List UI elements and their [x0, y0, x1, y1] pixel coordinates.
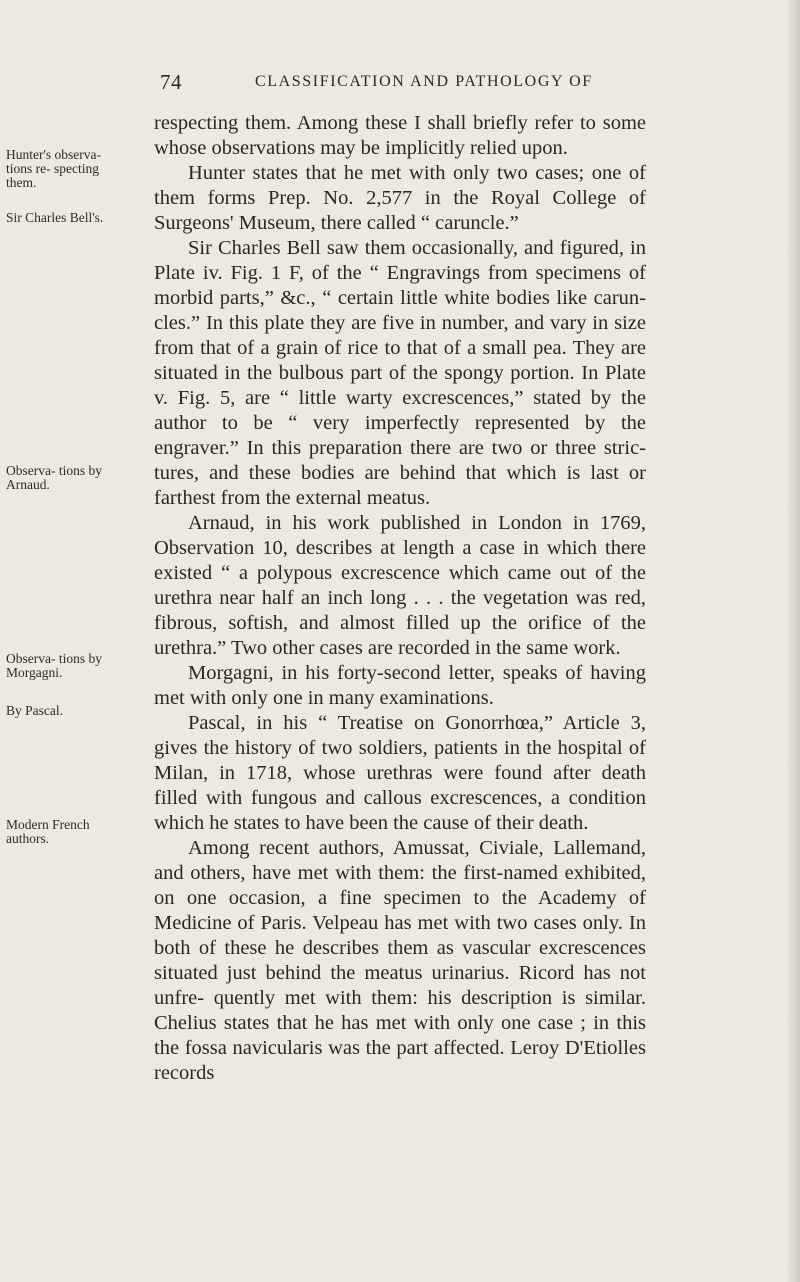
body-text [154, 111, 646, 1086]
margin-note-morgagni: Observa- tions by Morgagni. [6, 651, 102, 680]
running-title: CLASSIFICATION AND PATHOLOGY OF [255, 73, 593, 90]
margin-note-arnaud: Observa- tions by Arnaud. [6, 463, 102, 492]
page-edge-shadow [786, 0, 800, 1282]
paragraph-arnaud: Arnaud, in his work published in London in 1769, Observation 10, describes at length a case in which there existed “ a polypous excrescence which came out of the urethra near half an inch long . . . the vegetation was red, fibrous, softish, and almost filled up the orifice of the urethra.” Two other cases are recorded in the same work. [154, 512, 646, 659]
margin-note-hunter: Hunter's observa- tions re- specting them. [6, 147, 102, 190]
margin-note-modern-authors: Modern French authors. [6, 817, 90, 846]
paragraph-pascal: Pascal, in his “ Treatise on Gonorrhœa,” Article 3, gives the history of two soldiers, patients in the hospital of Milan, in 1718, whose urethras were found after death filled with fungous and callous excrescences, a condition which he states to have been the cause of their death. [154, 712, 646, 834]
page-number: 74 [160, 70, 182, 94]
margin-note-bell: Sir Charles Bell's. [6, 210, 104, 225]
paragraph-hunter: Hunter states that he met with only two cases; one of them forms Prep. No. 2,577 in the Royal College of Surgeons' Museum, there called “ caruncle.” [154, 162, 646, 234]
page-header [160, 70, 640, 100]
paragraph-morgagni: Morgagni, in his forty-second letter, speaks of having met with only one in many examinations. [154, 662, 646, 709]
paragraph-modern-authors: Among recent authors, Amussat, Civiale, Lallemand, and others, have met with them: the first-named exhibited, on one occasion, a fine specimen to the Academy of Medicine of Paris. Velpeau has met with two cases only. In both of these he describes them as vascular excrescences situated just behind the meatus urinarius. Ricord has not unfre- quently met with them: his description is similar. Chelius states that he has met with only one case ; in this the fossa navicularis was the part affected. Leroy D'Etiolles records [154, 837, 646, 1084]
paragraph-intro: respecting them. Among these I shall briefly refer to some whose observations may be implicitly relied upon. [154, 112, 646, 159]
margin-note-pascal: By Pascal. [6, 703, 63, 718]
paragraph-bell: Sir Charles Bell saw them occasionally, and figured, in Plate iv. Fig. 1 F, of the “ Engravings from specimens of morbid parts,” &c., “ certain little white bodies like carun- cles.” In this plate they are five in number, and vary in size from that of a grain of rice to that of a small pea. They are situated in the bulbous part of the spongy portion. In Plate v. Fig. 5, are “ little warty excrescences,” stated by the author to be “ very imperfectly represented by the engraver.” In this preparation there are two or three stric- tures, and these bodies are behind that which is last or farthest from the external meatus. [154, 237, 646, 509]
